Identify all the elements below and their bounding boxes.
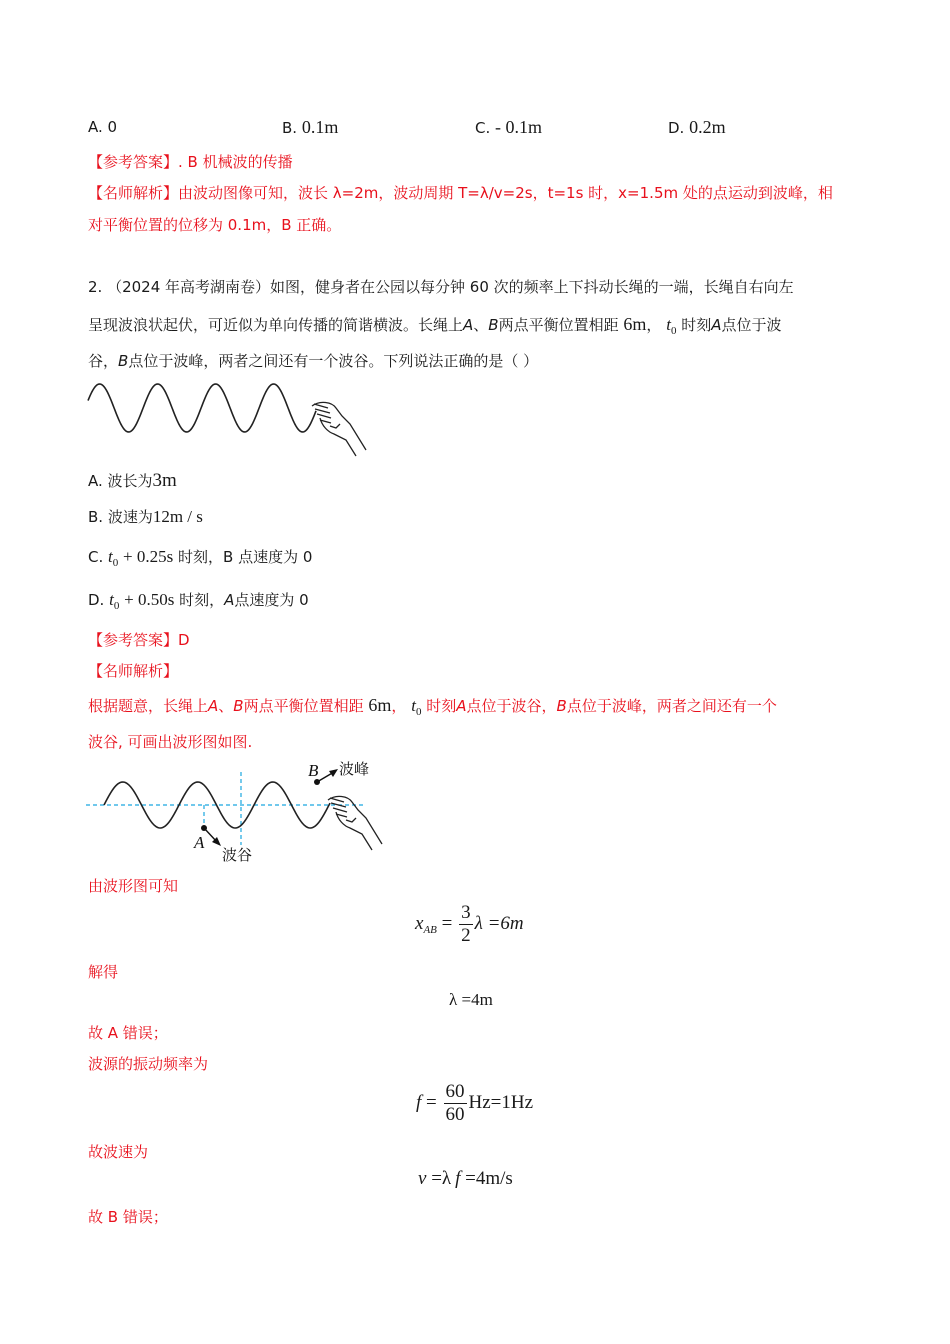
- q2-sep: 、: [473, 316, 489, 334]
- frequency-intro: 波源的振动频率为: [88, 1055, 209, 1073]
- frac-denominator: 60: [445, 1104, 465, 1125]
- eq-v: v: [418, 1168, 427, 1189]
- option-c-label: C.: [88, 548, 104, 566]
- frac-denominator: 2: [461, 925, 471, 946]
- fig-label-a: A: [194, 833, 205, 852]
- option-d-text: 时刻，: [179, 591, 225, 609]
- analysis-text: 两点平衡位置相距: [243, 697, 364, 715]
- prev-option-b: [282, 117, 338, 138]
- option-a-label: A. 波长为: [88, 472, 153, 490]
- eq-f: f: [455, 1168, 461, 1189]
- prev-option-c-value: - 0.1m: [495, 117, 543, 137]
- point-b-label: B: [233, 697, 244, 715]
- q2-text: 两点平衡位置相距: [498, 316, 619, 334]
- time-symbol: t: [666, 315, 671, 334]
- option-d-text: 点速度为 0: [234, 591, 309, 609]
- point-b-label: B: [118, 352, 129, 370]
- q2-text: 谷，: [88, 352, 119, 370]
- point-a-label: A: [711, 316, 722, 334]
- prev-option-d-label: D.: [668, 119, 685, 137]
- conclusion-b: 故 B 错误；: [88, 1208, 168, 1226]
- prev-option-d-value: 0.2m: [689, 117, 726, 137]
- q2-reference-answer: 【参考答案】D: [88, 631, 190, 649]
- fraction-60-60: [444, 1081, 467, 1126]
- arrow-b-icon: [317, 769, 338, 782]
- eq-x-sub: AB: [423, 923, 437, 936]
- option-b-label: B. 波速为: [88, 508, 153, 526]
- q1-reference-answer: 【参考答案】. B 机械波的传播: [88, 153, 293, 171]
- equation-speed: [418, 1168, 513, 1190]
- derivation-intro: 由波形图可知: [88, 877, 179, 895]
- option-b-value: 12m / s: [152, 507, 203, 526]
- analysis-sep: 、: [218, 697, 234, 715]
- arrow-a-icon: [204, 828, 221, 846]
- q2-stem-line2: [88, 314, 782, 341]
- option-c-text: 时刻，B 点速度为 0: [178, 548, 313, 566]
- prev-option-b-label: B.: [282, 119, 298, 137]
- option-d-label: D.: [88, 591, 105, 609]
- time-symbol: t: [109, 590, 114, 609]
- time-symbol: t: [108, 547, 113, 566]
- eq-rest: =4m/s: [465, 1168, 513, 1189]
- option-a-value: 3m: [152, 470, 177, 491]
- fig-label-trough: 波谷: [222, 846, 253, 864]
- q2-option-c: [88, 547, 312, 573]
- point-b-label: B: [488, 316, 499, 334]
- equation-frequency: f = $\frac{60}{60}$ Hz=1Hz: [416, 1081, 534, 1125]
- q2-stem-line3: [88, 351, 538, 371]
- point-a-label: A: [208, 697, 219, 715]
- q2-comma: ，: [646, 316, 662, 334]
- analysis-text: 点位于波峰，两者之间还有一个: [566, 697, 777, 715]
- q2-text: 点位于波峰，两者之间还有一个波谷。下列说法正确的是（ ）: [128, 352, 539, 370]
- eq-rest: Hz=1Hz: [468, 1091, 534, 1113]
- fig-label-crest: 波峰: [339, 760, 370, 778]
- analysis-text: 根据题意，长绳上: [88, 697, 209, 715]
- eq-f: f: [416, 1091, 422, 1113]
- q1-analysis-line2: 对平衡位置的位移为 0.1m，B 正确。: [88, 216, 342, 234]
- frac-numerator: 60: [445, 1081, 465, 1102]
- prev-option-d: [668, 117, 726, 138]
- solve-label: 解得: [88, 963, 119, 981]
- equation-lambda: λ =4m: [449, 990, 493, 1009]
- rope-wave-figure: [84, 378, 374, 460]
- q2-stem-line1: 2. （2024 年高考湖南卷）如图，健身者在公园以每分钟 60 次的频率上下抖动长绳的一端，长绳自右向左: [88, 278, 794, 296]
- q2-analysis-p1: [88, 695, 777, 722]
- fraction-three-halves: [459, 902, 473, 947]
- prev-option-c: [475, 117, 542, 138]
- q2-analysis-header: 【名师解析】: [88, 662, 179, 680]
- time-symbol: t: [411, 696, 416, 715]
- rope-wave-curve: [88, 384, 316, 432]
- q1-analysis-line1: 【名师解析】由波动图像可知，波长 λ=2m，波动周期 T=λ/v=2s，t=1s 时，x=1.5m 处的点运动到波峰，相: [88, 184, 833, 202]
- eq-x: x: [415, 912, 424, 934]
- analysis-comma: ，: [391, 697, 407, 715]
- conclusion-a: 故 A 错误；: [88, 1024, 168, 1042]
- time-subscript: 0: [415, 706, 422, 718]
- q2-text: 时刻: [681, 316, 712, 334]
- eq-rest: λ =6m: [474, 912, 524, 934]
- q2-option-b: [88, 507, 203, 527]
- q2-option-a: [88, 471, 177, 491]
- eq-mid: =λ: [431, 1168, 452, 1189]
- q2-analysis-p2: 波谷, 可画出波形图如图.: [88, 733, 253, 751]
- distance-value: 6m: [623, 314, 647, 334]
- distance-value: 6m: [368, 695, 392, 715]
- option-d-expr: + 0.50s: [124, 590, 175, 609]
- point-a-label: A: [463, 316, 474, 334]
- equation-xab: $x_{AB}$ = $\frac{3}{2}$ λ =6m: [415, 902, 524, 946]
- prev-option-a: A. 0: [88, 118, 118, 136]
- prev-option-b-value: 0.1m: [301, 117, 339, 137]
- prev-option-c-label: C.: [475, 119, 491, 137]
- speed-intro: 故波速为: [88, 1143, 149, 1161]
- time-subscript: 0: [670, 325, 677, 337]
- point-b-label: B: [556, 697, 567, 715]
- labeled-wave-figure: [84, 760, 394, 870]
- q2-option-d: [88, 590, 309, 616]
- point-a-label: A: [224, 591, 235, 609]
- option-c-expr: + 0.25s: [123, 547, 174, 566]
- q2-text: 点位于波: [721, 316, 782, 334]
- fig-label-b: B: [308, 761, 319, 780]
- time-subscript: 0: [113, 600, 120, 612]
- frac-numerator: 3: [461, 902, 471, 923]
- q2-text: 呈现波浪状起伏，可近似为单向传播的简谐横波。长绳上: [88, 316, 464, 334]
- hand-icon: [312, 402, 366, 456]
- analysis-text: 点位于波谷，: [466, 697, 557, 715]
- analysis-text: 时刻: [426, 697, 457, 715]
- point-a-label: A: [456, 697, 467, 715]
- time-subscript: 0: [112, 557, 119, 569]
